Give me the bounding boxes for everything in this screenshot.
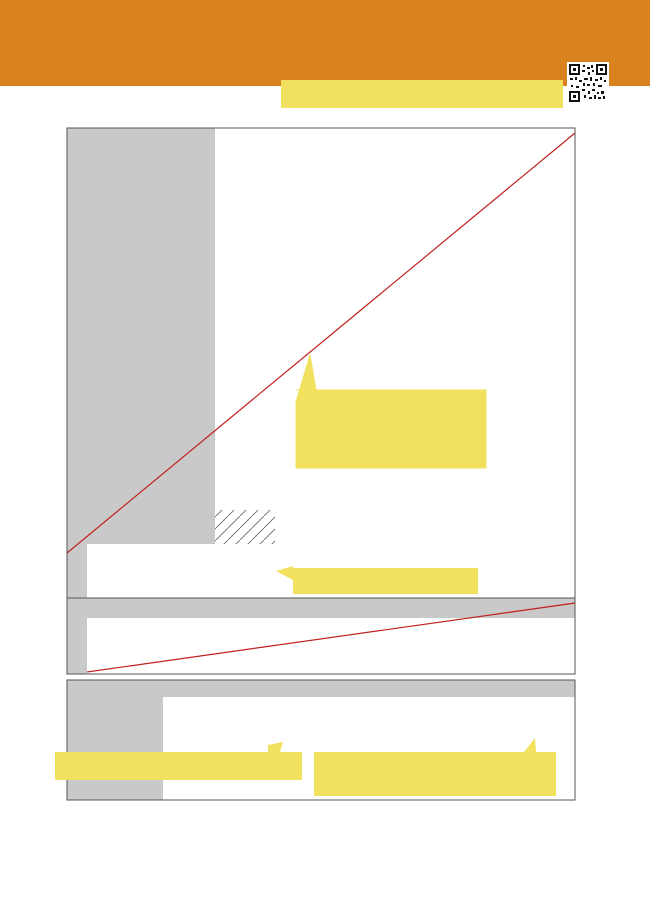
callout-remarks: [276, 566, 478, 594]
label-column-background: [67, 128, 215, 544]
callout-replace: [314, 738, 556, 796]
measurement-data-area: [87, 618, 575, 674]
callout-internal: [296, 355, 486, 468]
summary-header-background: [67, 680, 575, 697]
remarks-label-background: [67, 544, 87, 598]
hatched-cells: [215, 510, 275, 544]
summary-label-column: [67, 697, 163, 800]
